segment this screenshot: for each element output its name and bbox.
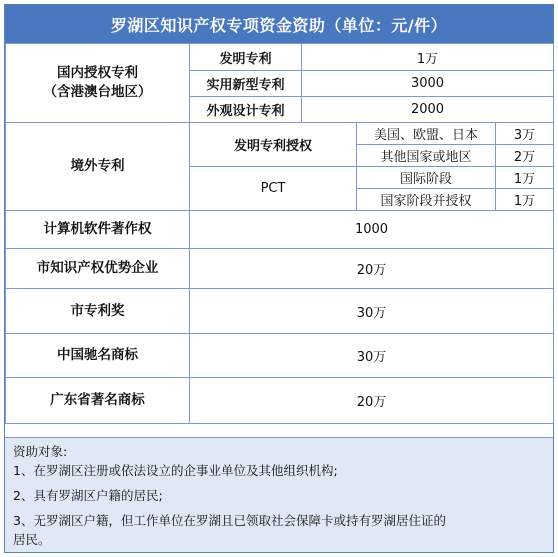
- notes-item: 1、在罗湖区注册或依法设立的企事业单位及其他组织机构;: [13, 463, 338, 478]
- category-label: 市知识产权优势企业: [6, 249, 190, 289]
- category-label-note: （含港澳台地区）: [43, 84, 152, 100]
- overseas-invention-label: 发明专利授权: [190, 123, 357, 167]
- amount-cell: 20万: [190, 249, 554, 289]
- amount-cell: 30万: [190, 334, 554, 378]
- stage-cell: 国际阶段: [357, 167, 496, 189]
- patent-type: 实用新型专利: [190, 71, 302, 97]
- table-row: [6, 123, 554, 145]
- patent-type: 外观设计专利: [190, 97, 302, 123]
- category-label: 计算机软件著作权: [6, 211, 190, 249]
- amount-cell: 2000: [302, 97, 554, 123]
- table-row: [6, 378, 554, 424]
- table-row: [6, 249, 554, 289]
- region-cell: 美国、欧盟、日本: [357, 123, 496, 145]
- category-label: 中国驰名商标: [6, 334, 190, 378]
- amount-cell: 3000: [302, 71, 554, 97]
- table-row: [6, 289, 554, 334]
- category-domestic-patent: [6, 44, 190, 123]
- category-label: 广东省著名商标: [6, 378, 190, 424]
- amount-cell: 1万: [302, 44, 554, 71]
- notes-item: 2、具有罗湖区户籍的居民;: [13, 488, 163, 503]
- table-row: [6, 211, 554, 249]
- amount-cell: 1000: [190, 211, 554, 249]
- notes-item: 3、无罗湖区户籍，但工作单位在罗湖且已领取社会保障卡或持有罗湖居住证的: [13, 513, 446, 528]
- category-label: 市专利奖: [6, 289, 190, 334]
- amount-cell: 2万: [496, 145, 554, 167]
- amount-cell: 1万: [496, 167, 554, 189]
- funding-table: [5, 43, 554, 424]
- table-title: 罗湖区知识产权专项资金资助（单位：元/件）: [5, 5, 553, 43]
- amount-cell: 30万: [190, 289, 554, 334]
- category-overseas-patent: 境外专利: [6, 123, 190, 211]
- notes-item-continuation: 居民。: [13, 532, 51, 547]
- region-cell: 其他国家或地区: [357, 145, 496, 167]
- funding-table-card: [4, 4, 554, 553]
- patent-type: 发明专利: [190, 44, 302, 71]
- stage-cell: 国家阶段并授权: [357, 189, 496, 211]
- category-label: 国内授权专利: [57, 65, 138, 81]
- table-row: [6, 44, 554, 71]
- eligibility-notes: [5, 437, 553, 552]
- table-row: [6, 334, 554, 378]
- notes-heading: 资助对象:: [13, 444, 68, 459]
- amount-cell: 20万: [190, 378, 554, 424]
- amount-cell: 3万: [496, 123, 554, 145]
- pct-label: PCT: [190, 167, 357, 211]
- amount-cell: 1万: [496, 189, 554, 211]
